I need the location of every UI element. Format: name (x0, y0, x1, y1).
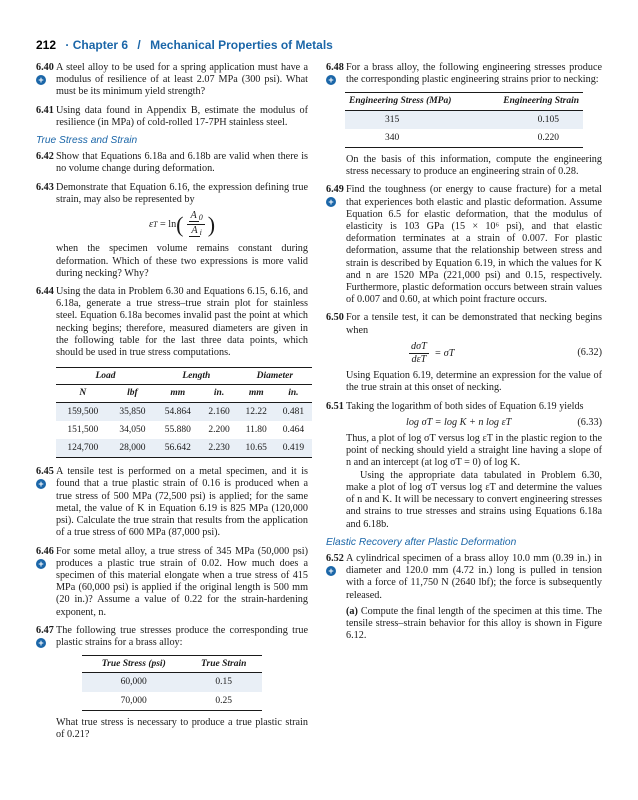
page-number: 212 (36, 38, 57, 52)
problem-number: 6.52 (326, 552, 344, 564)
table-header: Length (155, 368, 238, 385)
equation-number: (6.33) (577, 416, 602, 428)
problem-text: Using data found in Appendix B, estimate the modulus of resilience (in MPa) of cold-rolled 17-7PH stainless steel. (56, 104, 308, 128)
problem-text-after: Using Equation 6.19, determine an expression for the value of the true strain at this onset of necking. (346, 370, 602, 394)
problem-number: 6.48 (326, 62, 344, 73)
right-column (326, 62, 602, 648)
problem-text-after: On the basis of this information, compute the engineering stress necessary to produce an engineering strain of 0.28. (346, 154, 602, 178)
problem-6-40 (36, 62, 308, 99)
problem-6-47-question (36, 717, 308, 741)
problem-6-52 (326, 553, 602, 642)
problem-6-43 (36, 182, 308, 280)
problem-text: For a tensile test, it can be demonstrated that necking begins when (346, 312, 602, 336)
problem-text: A steel alloy to be used for a spring application must have a modulus of resilience of at least 2.07 MPa (300 psi). What must be its minimum yield strength? (56, 62, 308, 98)
table-header: Engineering Strain (480, 93, 583, 110)
header-bullet: · (65, 38, 70, 52)
equation-number: (6.32) (577, 347, 602, 359)
table-row: 340 0.220 (345, 129, 583, 148)
table-header: True Stress (psi) (82, 656, 185, 673)
problem-6-42 (36, 151, 308, 175)
problem-text: Show that Equations 6.18a and 6.18b are valid when there is no volume change during deformation. (56, 151, 308, 175)
problem-6-44 (36, 286, 308, 359)
problem-number: 6.51 (326, 400, 344, 412)
table-header: mm (155, 385, 200, 402)
table-row: 151,500 34,050 55.880 2.200 11.80 0.464 (67, 424, 305, 435)
chapter-title: Mechanical Properties of Metals (150, 38, 333, 52)
problem-6-46 (36, 546, 308, 619)
derivative-fraction: $\frac{\text{dσT}}{\text{dεT}}$ (411, 340, 427, 366)
problem-number: 6.44 (36, 286, 54, 298)
page-header (36, 38, 616, 54)
problem-part-a: (a) Compute the final length of the specimen at this time. The tensile stress–strain behavior for this alloy is shown in Figure 6.12. (346, 605, 603, 642)
problem-text-after: Using the appropriate data tabulated in Problem 6.30, make a plot of log σT versus log εT and determine the values of n and K. It will be necessary to convert engineering stresses and strains to true stresses and strains using Equations 6.18a and 6.18b. (346, 469, 602, 530)
problem-text-after: What true stress is necessary to produce a true plastic strain of 0.21? (56, 716, 308, 740)
problem-number: 6.45 (36, 466, 54, 478)
table-row: 124,700 28,000 56.642 2.230 10.65 0.419 (56, 439, 312, 458)
problem-number: 6.43 (36, 181, 54, 193)
problem-number: 6.50 (326, 312, 344, 324)
engineering-stress-table (345, 92, 583, 148)
table-header: True Strain (185, 656, 262, 673)
problem-6-51 (326, 401, 602, 531)
left-column (36, 62, 308, 747)
problem-number: 6.40 (36, 62, 54, 73)
table-header: in. (275, 385, 312, 402)
diameter-data-table (56, 367, 312, 458)
problem-text: A tensile test is performed on a metal specimen, and it is found that a true plastic strain of 0.16 is produced when a true stress of 500 MPa (72,500 psi) is applied; for the same metal, the value of K in Equation 6.19 is 825 MPa (120,000 psi). Calculate the true strain that results from the application of a true stress of 600 MPa (87,000 psi). (56, 466, 308, 539)
table-row: 315 0.105 (345, 110, 583, 129)
table-header: Diameter (238, 368, 312, 385)
equation-true-strain: ε T = ln ( $\frac{A _0}{A _i}$ ) (56, 210, 308, 239)
problem-number: 6.41 (36, 104, 54, 116)
problem-number: 6.47 (36, 624, 54, 636)
problem-6-48 (326, 62, 602, 86)
problem-text-after: Thus, a plot of log σT versus log εT in the plastic region to the point of necking should yield a straight line having a slope of n and an intercept (at log σT = 0) of log K. (346, 433, 602, 469)
problem-text: The following true stresses produce the corresponding true plastic strains for a brass alloy: (56, 624, 308, 648)
equation-6-32: $\frac{\text{dσT}}{\text{dεT}}$ = σT (6.32) (411, 340, 602, 366)
section-heading-true-stress: True Stress and Strain (36, 135, 138, 147)
problem-text: For some metal alloy, a true stress of 345 MPa (50,000 psi) produces a plastic true strain of 0.02. How much does a specimen of this material elongate when a true stress of 415 MPa (60,000 psi) is applied if the original length is 500 mm (20 in.)? Assume a value of 0.22 for the strain-hardening exponent, n. (56, 545, 308, 618)
wileyplus-icon: + (36, 638, 46, 648)
problem-text-after: when the specimen volume remains constant during deformation. Which of these two expressions is more valid during necking? Why? (56, 243, 308, 279)
problem-number: 6.46 (36, 545, 54, 557)
wileyplus-icon: + (36, 559, 46, 569)
equation-6-33: log σT = log K + n log εT (6.33) (406, 416, 602, 428)
problem-text: Demonstrate that Equation 6.16, the expression defining true strain, may also be represented by (56, 181, 308, 205)
problem-number: 6.42 (36, 151, 54, 163)
table-row: 60,000 0.15 (82, 673, 262, 692)
problem-6-41 (36, 105, 308, 129)
problem-6-49 (326, 184, 602, 306)
problem-text: Find the toughness (or energy to cause fracture) for a metal that experiences both elastic and plastic deformation. Assume Equation 6.5 for elastic deformation, that the modulus of elasticity is 103 GPa (15 × 10⁶ psi), and that elastic deformation terminates at a strain of 0.007. For plastic deformation, assume that the relationship between stress and strain is described by Equation 6.19, in which the values for K and n are 1520 MPa (221,000 psi) and 0.15, respectively. Furthermore, plastic deformation occurs between strain values of 0.007 and 0.60, at which point fracture occurs. (346, 184, 602, 306)
chapter-label: Chapter 6 (72, 38, 129, 52)
wileyplus-icon: + (326, 566, 336, 576)
table-header: Load (56, 368, 155, 385)
wileyplus-icon: + (326, 75, 336, 85)
area-fraction: $\frac{A _0}{A _i}$ (187, 210, 205, 239)
table-header: lbf (110, 385, 155, 402)
problem-text: Using the data in Problem 6.30 and Equations 6.15, 6.16, and 6.18a, generate a true stress–true strain plot for stainless steel. Equation 6.18a becomes invalid past the point at which necking begins; therefore, measured diameters are given in the following table for the last three data points, which should be used in true stress computations. (56, 286, 308, 359)
wileyplus-icon: + (326, 197, 336, 207)
table-header: Engineering Stress (MPa) (345, 93, 480, 110)
problem-6-47 (36, 625, 308, 649)
section-heading-elastic-recovery: Elastic Recovery after Plastic Deformation (326, 536, 517, 548)
table-header: N (56, 385, 110, 402)
problem-text: For a brass alloy, the following engineering stresses produce the corresponding plastic engineering strains prior to necking: (346, 62, 602, 86)
wileyplus-icon: + (36, 75, 46, 85)
problem-number: 6.49 (326, 184, 344, 196)
wileyplus-icon: + (36, 479, 46, 489)
header-separator: / (137, 38, 141, 52)
problem-6-45 (36, 466, 308, 539)
brass-true-stress-table (82, 655, 262, 711)
table-row: 70,000 0.25 (82, 692, 262, 711)
table-header: in. (200, 385, 237, 402)
problem-6-50 (326, 312, 602, 394)
table-header: mm (238, 385, 275, 402)
problem-text: A cylindrical specimen of a brass alloy 10.0 mm (0.39 in.) in diameter and 120.0 mm (4.72 in.) long is pulled in tension with a force of 11,750 N (2640 lbf); the force is subsequently released. (346, 552, 602, 601)
table-row: 159,500 35,850 54.864 2.160 12.22 0.481 (56, 402, 312, 421)
problem-6-48-question (326, 154, 602, 178)
problem-text: Taking the logarithm of both sides of Equation 6.19 yields (346, 400, 584, 412)
